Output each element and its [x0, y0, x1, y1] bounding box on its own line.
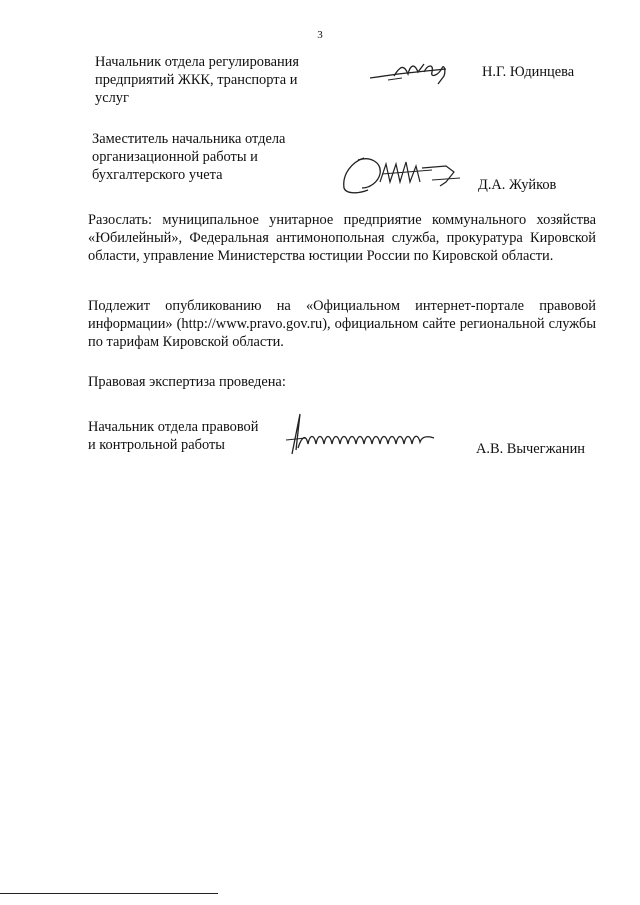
- signatory-2-position: [92, 130, 285, 184]
- signatory-2-position-line: бухгалтерского учета: [92, 167, 223, 183]
- publication-paragraph: Подлежит опубликованию на «Официальном интернет-портале правовой информации» (http://www.pravo.gov.ru), официальном сайте региональной службы по тарифам Кировской области.: [88, 298, 596, 350]
- signatory-2-position-line: Заместитель начальника отдела: [92, 131, 286, 147]
- signatory-1-position-line: Начальник отдела регулирования: [95, 54, 300, 70]
- signatory-3-position-line: и контрольной работы: [88, 437, 225, 453]
- signatory-2-signature: [336, 152, 466, 198]
- footnote-rule: [0, 893, 218, 894]
- signatory-1-position: [95, 53, 299, 107]
- legal-review-note: Правовая экспертиза проведена:: [88, 374, 286, 390]
- signatory-2-name: Д.А. Жуйков: [478, 177, 557, 193]
- page-number: 3: [317, 29, 323, 41]
- signatory-1-position-line: предприятий ЖКК, транспорта и: [95, 72, 298, 88]
- signatory-2-position-line: организационной работы и: [92, 149, 258, 165]
- signatory-3-signature: [282, 410, 442, 458]
- signatory-3-position-line: Начальник отдела правовой: [88, 419, 259, 435]
- signatory-1-signature: [368, 56, 468, 86]
- signatory-1-name: Н.Г. Юдинцева: [482, 64, 575, 80]
- signatory-3-position: [88, 418, 258, 454]
- signatory-3-name: А.В. Вычегжанин: [476, 441, 586, 457]
- signatory-1-position-line: услуг: [95, 90, 129, 106]
- distribution-paragraph: Разослать: муниципальное унитарное предприятие коммунального хозяйства «Юбилейный», Федеральная антимонопольная служба, прокуратура Кировской области, управление Министерства юстиции России по Кировской области.: [88, 212, 596, 264]
